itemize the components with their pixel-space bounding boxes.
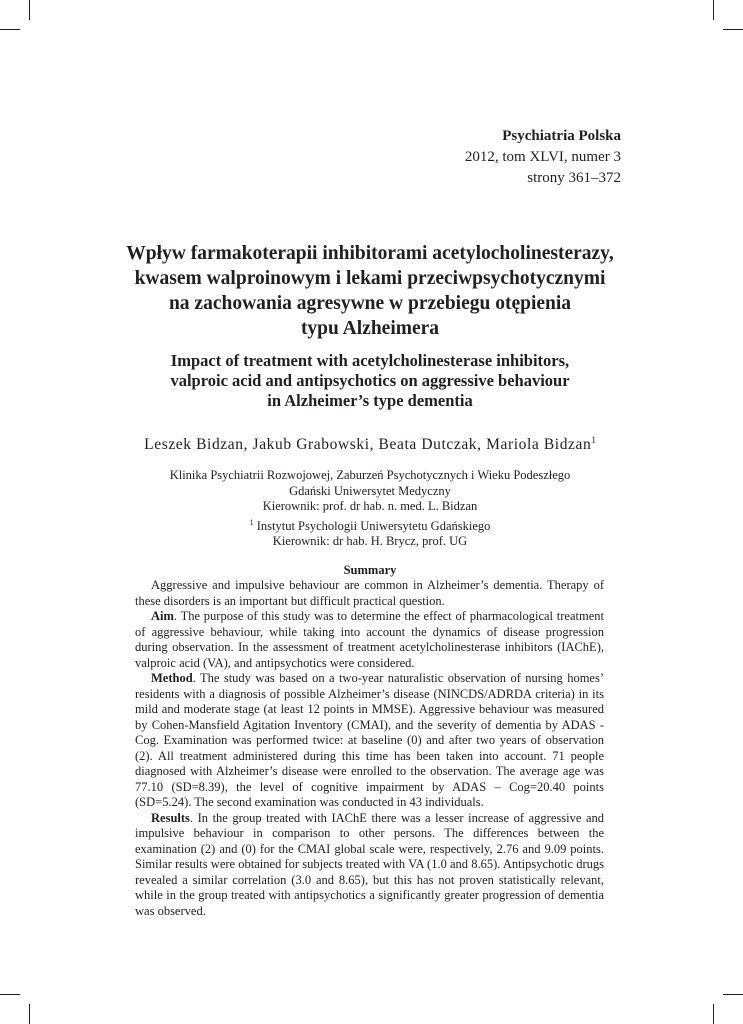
summary-intro: Aggressive and impulsive behaviour are common in Alzheimer’s dementia. Therapy of these disorders is an important but difficult practical question. [135, 578, 604, 608]
title-polish-line: na zachowania agresywne w przebiegu otępienia [168, 293, 572, 314]
affiliation-line [60, 515, 680, 535]
affiliation-marker: 1 [249, 517, 254, 527]
summary-body [135, 578, 604, 919]
journal-name: Psychiatria Polska [502, 128, 621, 144]
summary-method [135, 671, 604, 811]
title-english [60, 351, 680, 411]
journal-pages: strony 361–372 [527, 170, 621, 186]
results-text: . In the group treated with IAChE there was a lesser increase of aggressive and impulsive behaviour in comparison to other persons. The differences between the examination (2) and (0) for the CMAI global scale were, respectively, 2.76 and 9.09 points. Similar results were obtained for subjects treated with VA (1.0 and 8.65). Antipsychotic drugs revealed a similar correlation (3.0 and 8.65), but this has not proven statistically relevant, while in the group treated with antipsychotics a significantly greater progression of dementia was observed. [135, 810, 604, 918]
affiliation-line: Klinika Psychiatrii Rozwojowej, Zaburzeń Psychotycznych i Wieku Podeszłego [169, 468, 571, 482]
crop-mark [29, 0, 30, 20]
summary-heading: Summary [343, 563, 397, 577]
title-polish-line: typu Alzheimera [300, 318, 440, 339]
crop-mark [723, 994, 743, 995]
summary-results [135, 811, 604, 920]
title-english-line: valproic acid and antipsychotics on aggressive behaviour [170, 371, 570, 390]
title-english-line: Impact of treatment with acetylcholinesterase inhibitors, [170, 351, 570, 370]
results-label: Results [151, 810, 190, 825]
author-names: Leszek Bidzan, Jakub Grabowski, Beata Dutczak, Mariola Bidzan [144, 436, 592, 454]
method-text: . The study was based on a two-year naturalistic observation of nursing homes’ residents with a diagnosis of possible Alzheimer’s disease (NINCDS/ADRDA criteria) in its mild and moderate stage (at least 12 points in MMSE). Aggressive behaviour was measured by Cohen-Mansfield Agitation Inventory (CMAI), and the severity of dementia by ADAS - Cog. Examination was performed twice: at baseline (0) and after two years of observation (2). All treatment administered during this time has been taken into account. 71 people diagnosed with Alzheimer’s disease were enrolled to the observation. The average age was 77.10 (SD=8.39), the level of cognitive impairment by ADAS – Cog=20.40 points (SD=5.24). The second examination was conducted in 43 individuals. [135, 671, 604, 809]
aim-text: . The purpose of this study was to determine the effect of pharmacological treatment of aggressive behaviour, while taking into account the dynamics of disease progression during observation. In the assessment of treatment acetylcholinesterase inhibitors (IAChE), valproic acid (VA), and antipsychotics were considered. [135, 609, 604, 670]
crop-mark [29, 1004, 30, 1024]
affiliation-line: Kierownik: dr hab. H. Brycz, prof. UG [272, 534, 468, 549]
title-polish [60, 241, 680, 341]
crop-mark [0, 29, 20, 30]
title-english-line: in Alzheimer’s type dementia [267, 391, 473, 410]
author-list [60, 430, 680, 455]
affiliations [60, 468, 680, 550]
crop-mark [713, 0, 714, 20]
method-label: Method [151, 671, 193, 685]
title-polish-line: kwasem walproinowym i lekami przeciwpsychotycznymi [134, 268, 606, 289]
journal-issue: 2012, tom XLVI, numer 3 [464, 149, 621, 165]
title-polish-line: Wpływ farmakoterapii inhibitorami acetylocholinesterazy, [126, 243, 614, 264]
crop-mark [713, 1004, 714, 1024]
crop-mark [723, 29, 743, 30]
affiliation-text: Instytut Psychologii Uniwersytetu Gdańskiego [253, 518, 491, 533]
affiliation-line: Kierownik: prof. dr hab. n. med. L. Bidzan [262, 499, 478, 513]
aim-label: Aim [151, 609, 174, 623]
affiliation-marker: 1 [591, 435, 596, 445]
summary-aim [135, 609, 604, 671]
journal-header [465, 126, 621, 189]
affiliation-line: Gdański Uniwersytet Medyczny [289, 483, 451, 498]
crop-mark [0, 994, 20, 995]
